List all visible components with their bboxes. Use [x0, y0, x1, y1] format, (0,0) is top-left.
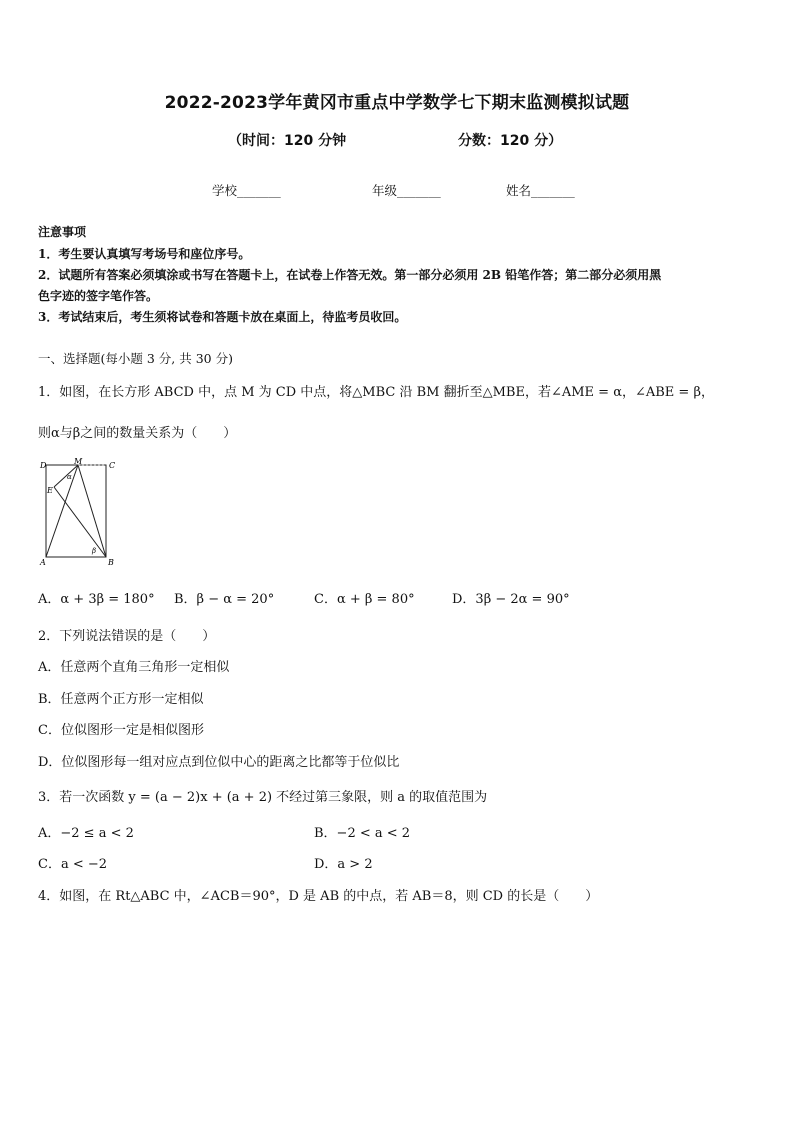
grade-field[interactable]: 年级_______: [372, 183, 441, 198]
question-3-stem: 3．若一次函数 y = (a − 2)x + (a + 2) 不经过第三象限，则 a 的取值范围为: [38, 790, 488, 805]
figure-label: A: [40, 558, 46, 567]
note-item: 色字迹的签字笔作答。: [38, 289, 159, 303]
note-item: 1．考生要认真填写考场号和座位序号。: [38, 247, 251, 261]
figure-label: β: [92, 547, 97, 555]
school-field[interactable]: 学校_______: [212, 183, 281, 198]
figure-label: E: [47, 486, 53, 495]
exam-score: 分数：120 分）: [458, 133, 563, 149]
question-1-stem: 1．如图，在长方形 ABCD 中，点 M 为 CD 中点，将△MBC 沿 BM 翻折至△MBE，若∠AME = α，∠ABE = β，: [38, 385, 714, 400]
name-field[interactable]: 姓名_______: [506, 183, 575, 198]
figure-label: D: [40, 461, 47, 470]
exam-time: （时间：120 分钟: [228, 133, 347, 149]
notes-heading: 注意事项: [38, 225, 87, 239]
section-heading: 一、选择题(每小题 3 分, 共 30 分): [38, 351, 233, 366]
figure-label: M: [74, 457, 83, 466]
q2-option-d[interactable]: D．位似图形每一组对应点到位似中心的距离之比都等于位似比: [38, 755, 400, 770]
q2-option-b[interactable]: B．任意两个正方形一定相似: [38, 692, 204, 707]
page-title: 2022-2023学年黄冈市重点中学数学七下期末监测模拟试题: [164, 93, 630, 113]
q3-option-b[interactable]: B．−2 < a < 2: [314, 826, 411, 841]
figure-label: C: [109, 461, 116, 470]
question-2-stem: 2．下列说法错误的是（ ）: [38, 629, 216, 644]
q3-option-a[interactable]: A．−2 ≤ a < 2: [38, 826, 134, 841]
q1-option-a[interactable]: A．α + 3β = 180°: [38, 592, 155, 607]
q1-option-b[interactable]: B．β − α = 20°: [174, 592, 275, 607]
figure-label: B: [108, 558, 114, 567]
q1-option-d[interactable]: D．3β − 2α = 90°: [452, 592, 570, 607]
note-item: 3．考试结束后，考生须将试卷和答题卡放在桌面上，待监考员收回。: [38, 310, 407, 324]
q3-option-d[interactable]: D．a > 2: [314, 857, 373, 872]
q3-option-c[interactable]: C．a < −2: [38, 857, 108, 872]
question-1-stem-cont: 则α与β之间的数量关系为（ ）: [38, 426, 237, 441]
q2-option-a[interactable]: A．任意两个直角三角形一定相似: [38, 660, 230, 675]
figure-label: α: [67, 473, 72, 481]
question-4-stem: 4．如图，在 Rt△ABC 中，∠ACB＝90°，D 是 AB 的中点，若 AB＝8，则 CD 的长是（ ）: [38, 889, 599, 904]
note-item: 2．试题所有答案必须填涂或书写在答题卡上，在试卷上作答无效。第一部分必须用 2B 铅笔作答；第二部分必须用黑: [38, 268, 662, 282]
question-1-figure: [36, 455, 126, 567]
q2-option-c[interactable]: C．位似图形一定是相似图形: [38, 723, 204, 738]
q1-option-c[interactable]: C．α + β = 80°: [314, 592, 415, 607]
